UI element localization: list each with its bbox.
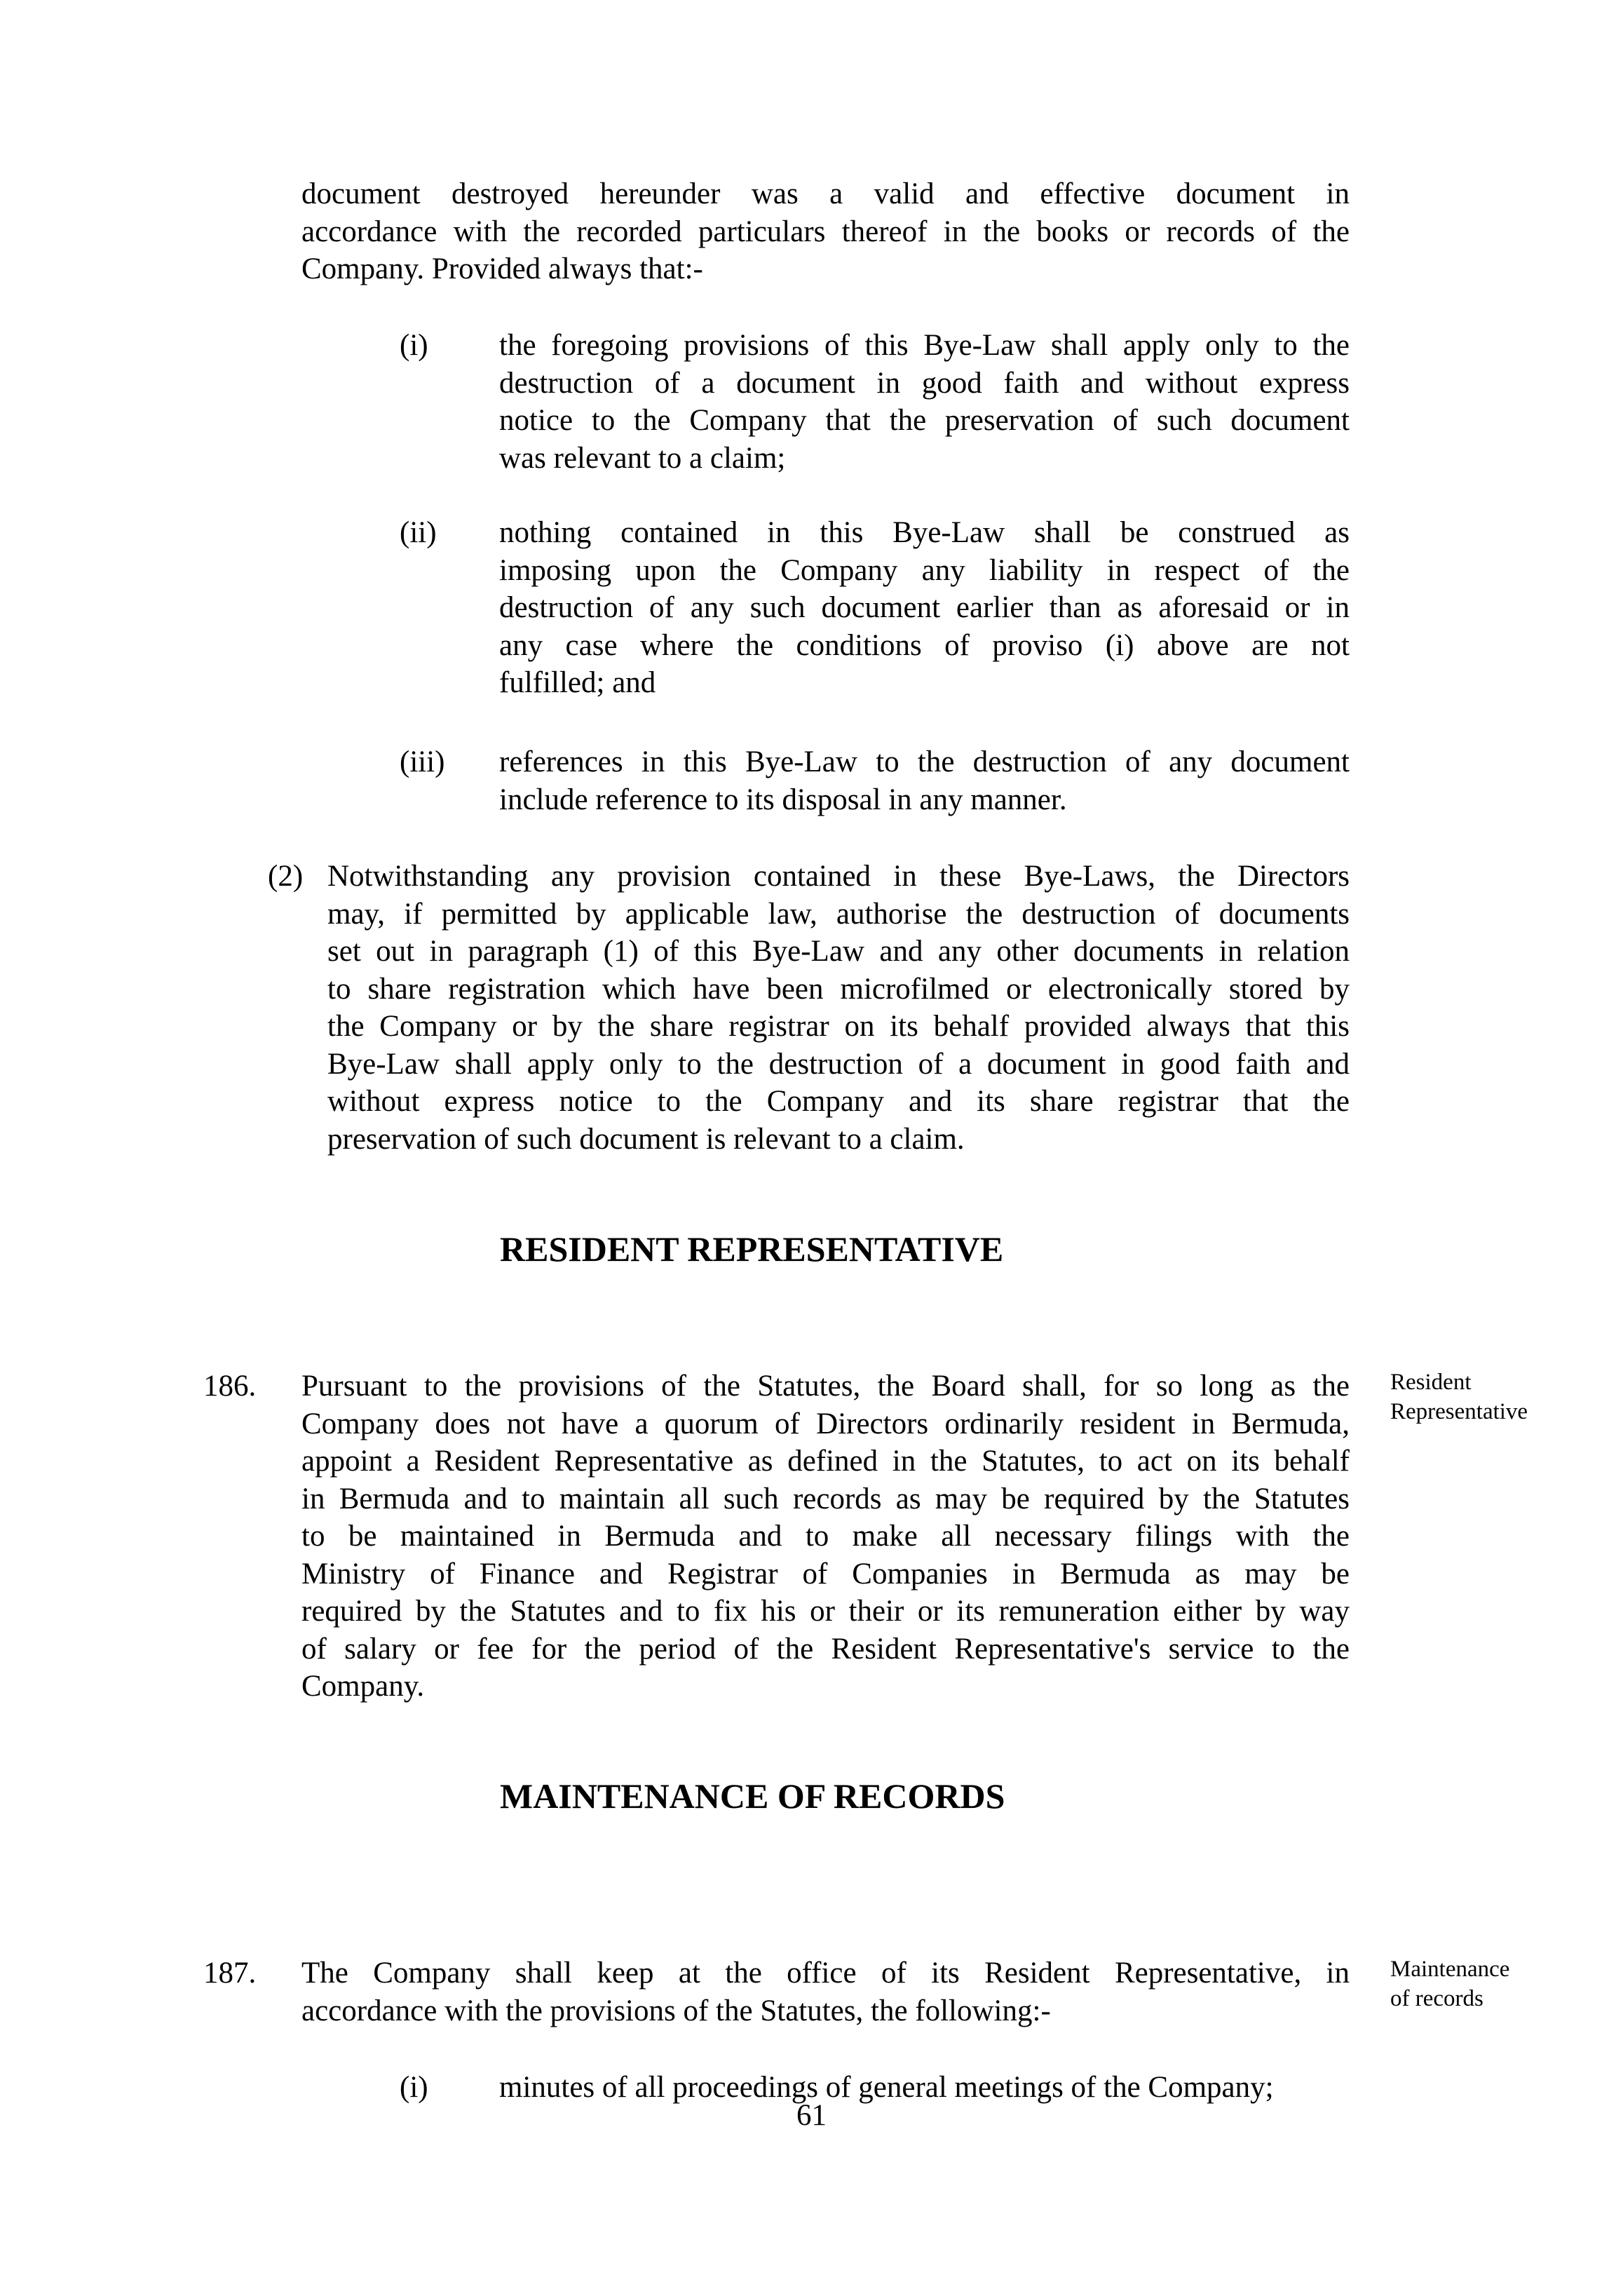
- text-line: was relevant to a claim;: [499, 441, 786, 475]
- section-heading-resident-representative: RESIDENT REPRESENTATIVE: [500, 1229, 1004, 1269]
- proviso-i: [499, 327, 1350, 477]
- paragraph-label-2: (2): [268, 860, 304, 893]
- text-line: any case where the conditions of proviso (i) above are not: [499, 628, 1350, 662]
- text-line: The Company shall keep at the office of its Resident Representative, in: [301, 1957, 1350, 1990]
- text-line: may, if permitted by applicable law, authorise the destruction of documents: [327, 897, 1350, 931]
- proviso-ii: [499, 514, 1350, 702]
- text-line: without express notice to the Company and its share registrar that the: [327, 1085, 1350, 1118]
- bye-law-number-187: 187.: [203, 1957, 257, 1990]
- text-line: of salary or fee for the period of the Resident Representative's service to the: [301, 1632, 1350, 1666]
- bye-law-number-186: 186.: [203, 1370, 257, 1403]
- margin-note-line: Maintenance: [1390, 1957, 1510, 1982]
- bye-law-187-text: [301, 1954, 1350, 2030]
- text-line: include reference to its disposal in any manner.: [499, 783, 1067, 816]
- text-line: preservation of such document is relevant to a claim.: [327, 1122, 965, 1156]
- text-line: Notwithstanding any provision contained in these Bye-Laws, the Directors: [327, 860, 1350, 893]
- text-line: the foregoing provisions of this Bye-Law shall apply only to the: [499, 329, 1350, 362]
- text-line: to share registration which have been microfilmed or electronically stored by: [327, 972, 1350, 1006]
- section-heading-maintenance-of-records: MAINTENANCE OF RECORDS: [500, 1776, 1005, 1816]
- opening-paragraph: [301, 175, 1350, 288]
- text-line: required by the Statutes and to fix his or their or its remuneration either by way: [301, 1595, 1350, 1628]
- text-line: fulfilled; and: [499, 666, 656, 699]
- text-line: Pursuant to the provisions of the Statutes, the Board shall, for so long as the: [301, 1370, 1350, 1403]
- text-line: set out in paragraph (1) of this Bye-Law and any other documents in relation: [327, 935, 1350, 968]
- text-line: accordance with the recorded particulars thereof in the books or records of the: [301, 215, 1350, 248]
- text-line: notice to the Company that the preservation of such document: [499, 404, 1350, 437]
- paragraph-2: [327, 858, 1350, 1158]
- bye-law-186-text: [301, 1368, 1350, 1706]
- text-line: nothing contained in this Bye-Law shall be construed as: [499, 516, 1350, 549]
- proviso-label-i: (i): [400, 329, 428, 362]
- text-line: the Company or by the share registrar on its behalf provided always that this: [327, 1010, 1350, 1043]
- proviso-label-iii: (iii): [400, 745, 445, 778]
- records-item-i-text: minutes of all proceedings of general meetings of the Company;: [499, 2071, 1274, 2104]
- margin-note-line: Representative: [1390, 1399, 1528, 1424]
- text-line: Company. Provided always that:-: [301, 252, 703, 285]
- text-line: Company does not have a quorum of Directors ordinarily resident in Bermuda,: [301, 1407, 1350, 1440]
- text-line: references in this Bye-Law to the destruction of any document: [499, 745, 1350, 778]
- margin-note-maintenance-of-records: [1390, 1954, 1509, 2013]
- margin-note-resident-representative: [1390, 1368, 1528, 1426]
- proviso-label-ii: (ii): [400, 516, 437, 549]
- text-line: accordance with the provisions of the Statutes, the following:-: [301, 1994, 1051, 2027]
- text-line: appoint a Resident Representative as defined in the Statutes, to act on its behalf: [301, 1445, 1350, 1478]
- text-line: destruction of any such document earlier than as aforesaid or in: [499, 591, 1350, 624]
- text-line: destruction of a document in good faith and without express: [499, 366, 1350, 400]
- proviso-iii: [499, 743, 1350, 818]
- text-line: Ministry of Finance and Registrar of Companies in Bermuda as may be: [301, 1557, 1350, 1591]
- records-item-label-i: (i): [400, 2071, 428, 2104]
- text-line: Bye-Law shall apply only to the destruction of a document in good faith and: [327, 1047, 1350, 1081]
- text-line: to be maintained in Bermuda and to make all necessary filings with the: [301, 1520, 1350, 1553]
- margin-note-line: of records: [1390, 1986, 1483, 2011]
- text-line: Company.: [301, 1670, 425, 1703]
- page-number: 61: [796, 2099, 827, 2132]
- text-line: document destroyed hereunder was a valid and effective document in: [301, 177, 1350, 210]
- text-line: in Bermuda and to maintain all such records as may be required by the Statutes: [301, 1482, 1350, 1515]
- margin-note-line: Resident: [1390, 1370, 1472, 1395]
- text-line: imposing upon the Company any liability in respect of the: [499, 553, 1350, 587]
